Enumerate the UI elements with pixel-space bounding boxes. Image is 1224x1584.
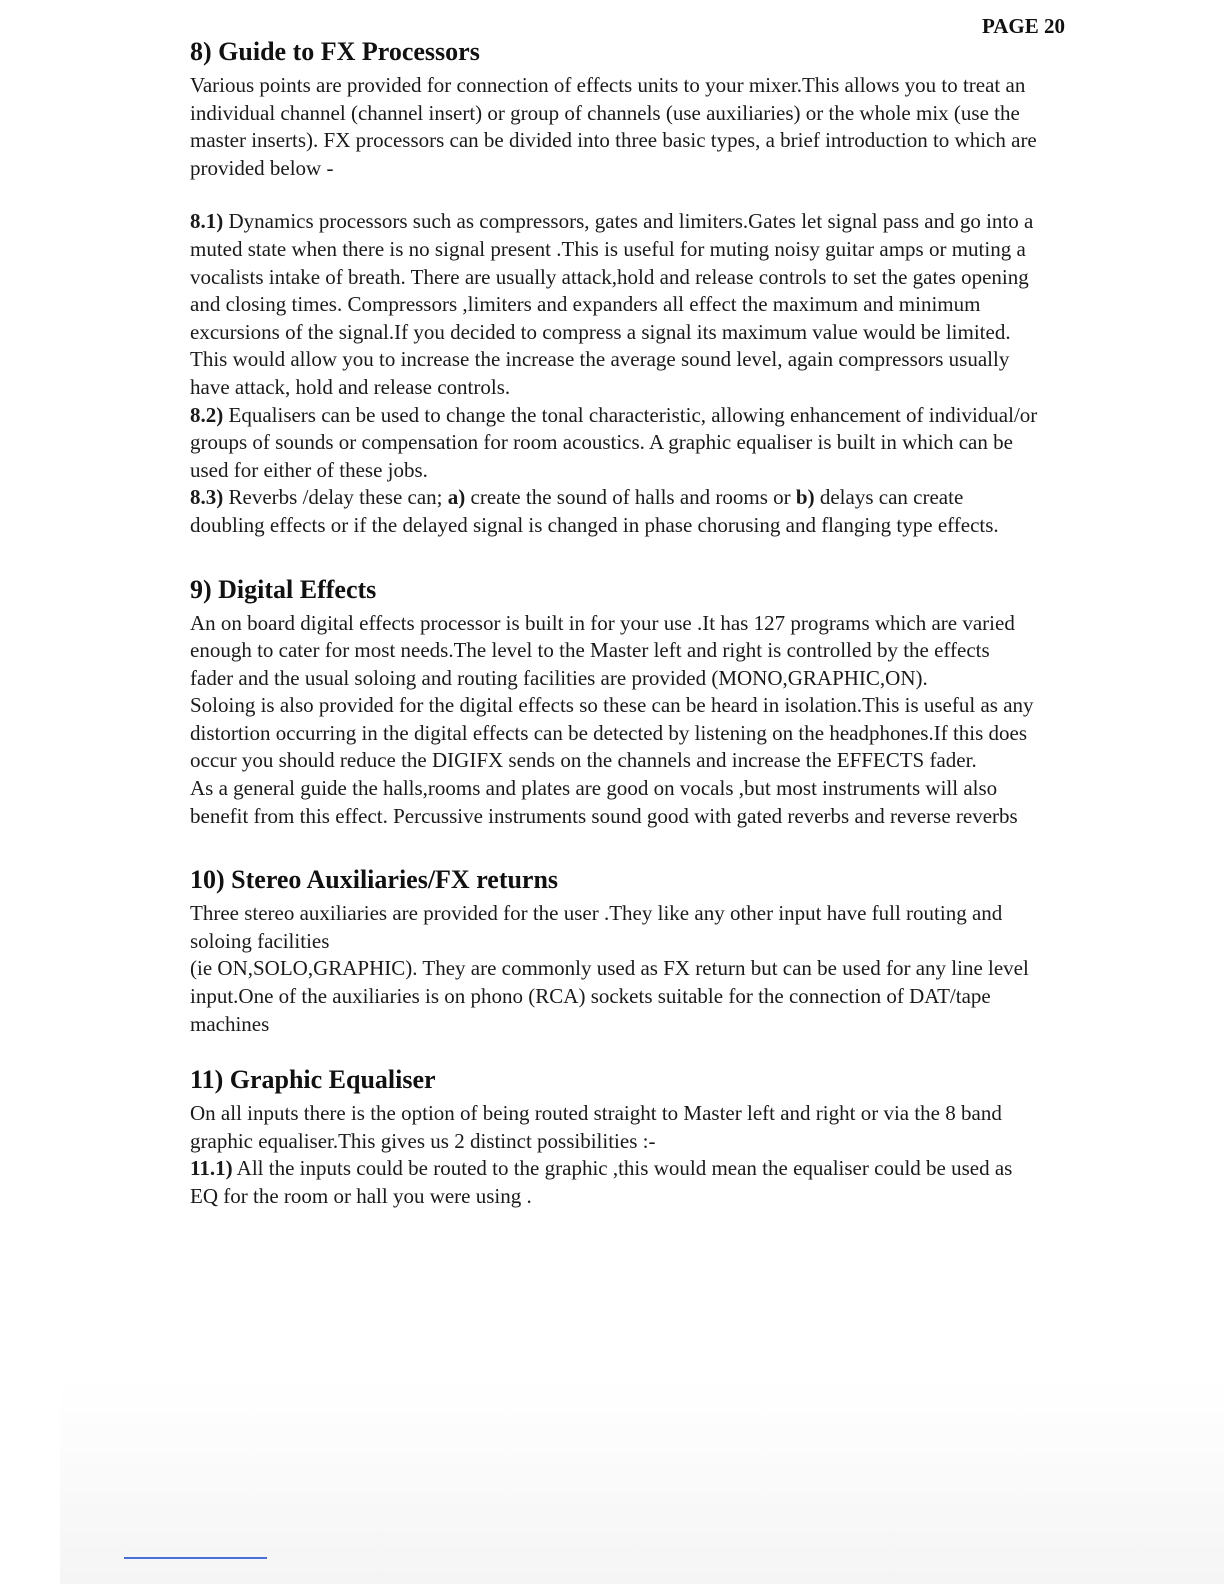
paragraph-intro: Various points are provided for connection of effects units to your mixer.This allows you to treat an individual channel (channel insert) or group of channels (use auxiliaries) or the whole mix (use the master inserts). FX processors can be divided into three basic types, a brief introduction to which are provided below - — [190, 73, 1037, 180]
paragraph-8-2 — [190, 402, 1038, 485]
item-number: 8.1) — [190, 209, 224, 234]
item-number: 8.2) — [190, 402, 224, 427]
item-text: Reverbs /delay these can; — [223, 485, 448, 510]
section-heading: 9) Digital Effects — [190, 574, 377, 604]
paragraph: Three stereo auxiliaries are provided for the user .They like any other input have full routing and soloing facilities — [190, 901, 1003, 953]
paragraph-8-1 — [190, 208, 1038, 401]
item-text: delays can create doubling effects or if the delayed signal is changed in phase chorusing and flanging type effects. — [190, 485, 999, 537]
paragraph-8-3 — [190, 484, 1038, 539]
paragraph: (ie ON,SOLO,GRAPHIC). They are commonly used as FX return but can be used for any line level input.One of the auxiliaries is on phono (RCA) sockets suitable for the connection of DAT/tape machines — [190, 956, 1029, 1036]
option-b-label: b) — [795, 485, 815, 510]
item-number: 11.1) — [190, 1156, 233, 1181]
paragraph: An on board digital effects processor is built in for your use .It has 127 programs which are varied enough to cater for most needs.The level to the Master left and right is controlled by the effects fader and the usual soloing and routing facilities are provided (MONO,GRAPHIC,ON). — [190, 610, 1015, 690]
section-stereo-auxiliaries — [190, 864, 1038, 1038]
paragraph: Soloing is also provided for the digital effects so these can be heard in isolation.This is useful as any distortion occurring in the digital effects can be detected by listening on the headphones.If this does occur you should reduce the DIGIFX sends on the channels and increase the EFFECTS fader. — [190, 693, 1034, 773]
item-text: All the inputs could be routed to the graphic ,this would mean the equaliser could be used as EQ for the room or hall you were using . — [190, 1156, 1013, 1208]
page-shading — [60, 1380, 1224, 1584]
section-heading: 10) Stereo Auxiliaries/FX returns — [190, 865, 559, 895]
item-text: Equalisers can be used to change the tonal characteristic, allowing enhancement of individual/or groups of sounds or compensation for room acoustics. A graphic equaliser is built in which can be used for either of these jobs. — [190, 402, 1038, 482]
paragraph: On all inputs there is the option of being routed straight to Master left and right or via the 8 band graphic equaliser.This gives us 2 distinct possibilities :- — [190, 1101, 1002, 1153]
option-a-label: a) — [447, 485, 466, 510]
page-number: PAGE 20 — [982, 14, 1066, 38]
item-text: Dynamics processors such as compressors, gates and limiters.Gates let signal pass and go into a muted state when there is no signal present .This is useful for muting noisy guitar amps or muting a vocalists intake of breath. There are usually attack,hold and release controls to set the gates opening and closing times. Compressors ,limiters and expanders all effect the maximum and minimum excursions of the signal.If you decided to compress a signal its maximum value would be limited. This would allow you to increase the increase the average sound level, again compressors usually have attack, hold and release controls. — [190, 209, 1034, 399]
paragraph-11-1 — [190, 1155, 1038, 1210]
section-heading: 8) Guide to FX Processors — [190, 37, 480, 66]
document-body — [190, 36, 1038, 1211]
section-heading: 11) Graphic Equaliser — [190, 1065, 436, 1095]
underline-link[interactable] — [124, 1557, 267, 1559]
item-number: 8.3) — [190, 485, 224, 510]
section-digital-effects — [190, 574, 1038, 831]
paragraph: As a general guide the halls,rooms and plates are good on vocals ,but most instruments will also benefit from this effect. Percussive instruments sound good with gated reverbs and reverse reverbs — [190, 776, 1018, 828]
item-text: create the sound of halls and rooms or — [465, 485, 796, 510]
section-fx-processors — [190, 36, 1038, 540]
section-graphic-equaliser — [190, 1064, 1038, 1210]
